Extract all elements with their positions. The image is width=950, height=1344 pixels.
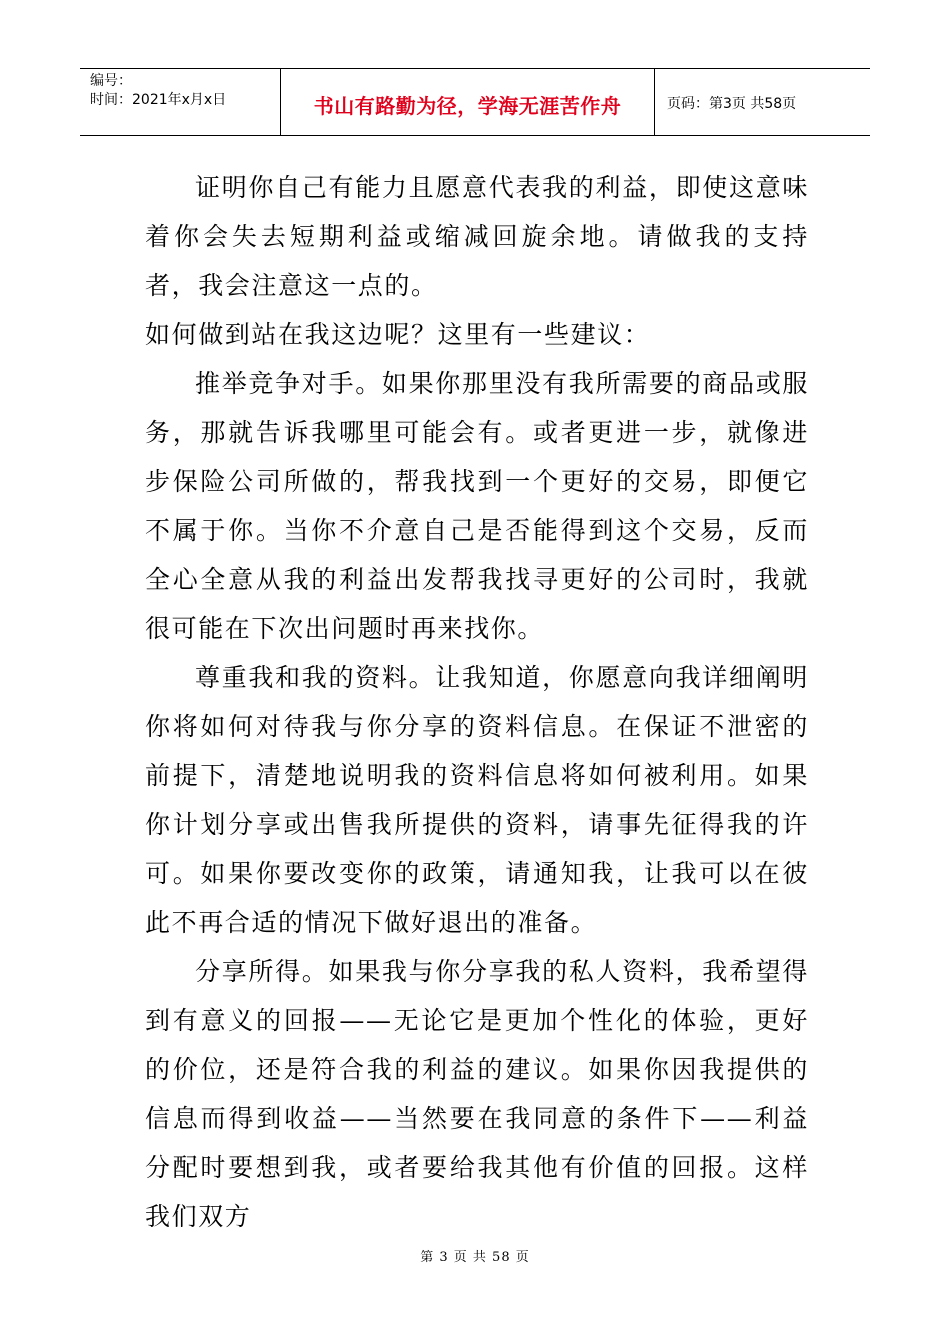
paragraph: 尊重我和我的资料。让我知道，你愿意向我详细阐明你将如何对待我与你分享的资料信息。在保证不泄密的前提下，清楚地说明我的资料信息将如何被利用。如果你计划分享或出售我所提供的资料，请事先征得我的许可。如果你要改变你的政策，请通知我，让我可以在彼此不再合适的情况下做好退出的准备。 <box>145 663 809 937</box>
document-time-label: 时间：2021年x月x日 <box>90 92 227 108</box>
paragraph: 如何做到站在我这边呢？这里有一些建议： <box>145 320 651 349</box>
document-body <box>145 163 809 1241</box>
paragraph: 推举竞争对手。如果你那里没有我所需要的商品或服务，那就告诉我哪里可能会有。或者更进一步，就像进步保险公司所做的，帮我找到一个更好的交易，即便它不属于你。当你不介意自己是否能得到这个交易，反而全心全意从我的利益出发帮我找寻更好的公司时，我就很可能在下次出问题时再来找你。 <box>145 369 809 643</box>
paragraph: 证明你自己有能力且愿意代表我的利益，即使这意味着你会失去短期利益或缩减回旋余地。请做我的支持者，我会注意这一点的。 <box>145 173 809 300</box>
page-header <box>80 68 870 136</box>
header-motto: 书山有路勤为径，学海无涯苦作舟 <box>281 69 655 135</box>
paragraph: 分享所得。如果我与你分享我的私人资料，我希望得到有意义的回报——无论它是更加个性化的体验，更好的价位，还是符合我的利益的建议。如果你因我提供的信息而得到收益——当然要在我同意的条件下——利益分配时要想到我，或者要给我其他有价值的回报。这样我们双方 <box>145 957 809 1231</box>
header-page-info: 页码：第3页 共58页 <box>667 96 797 112</box>
page-footer: 第 3 页 共 58 页 <box>420 1250 530 1265</box>
header-meta <box>80 69 281 135</box>
document-number-label: 编号： <box>90 73 132 89</box>
